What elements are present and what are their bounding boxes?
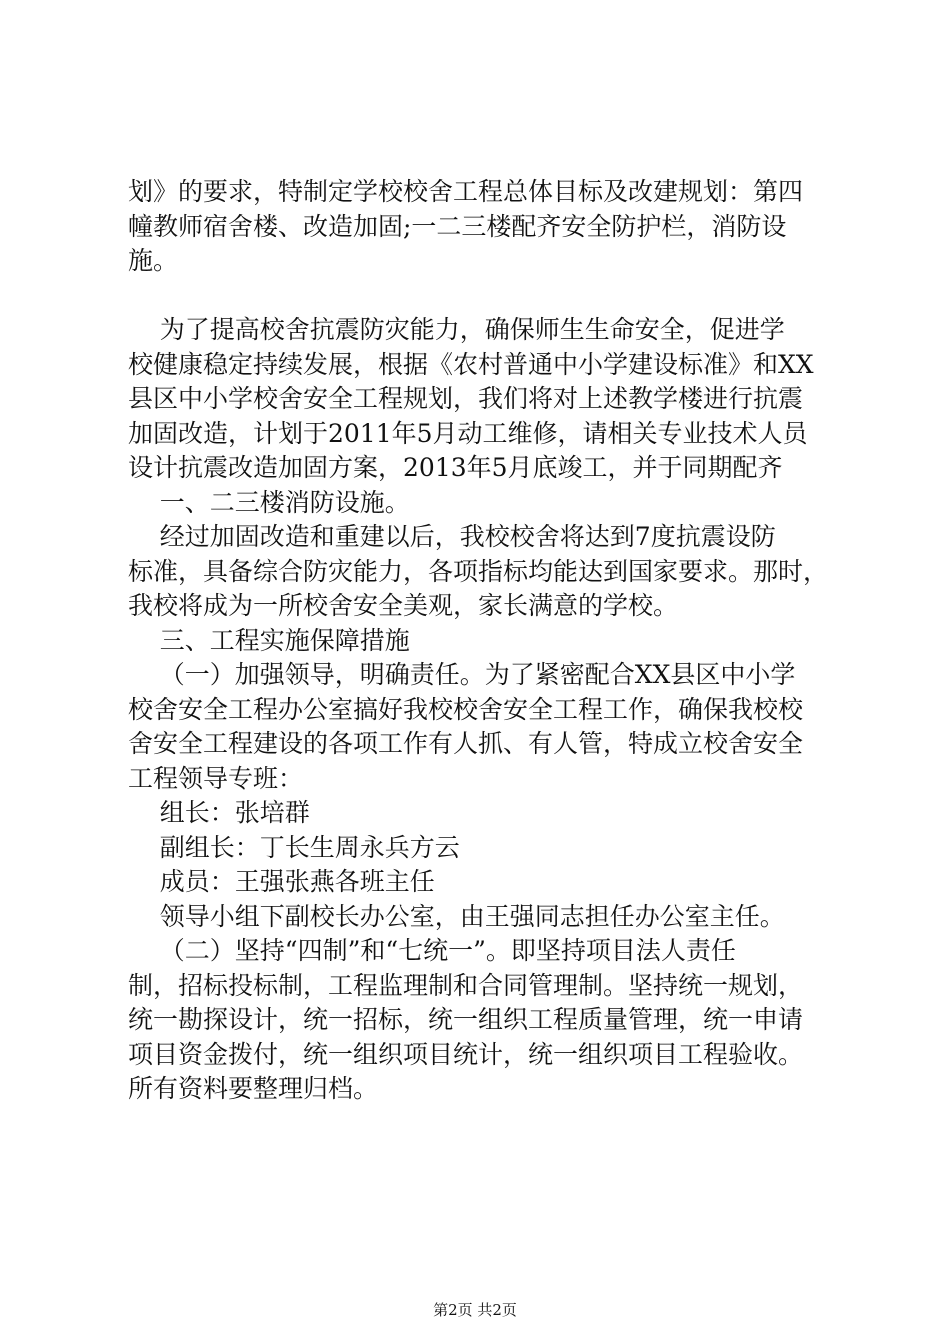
text-line: 为了提高校舍抗震防灾能力，确保师生生命安全，促进学 [128, 315, 785, 344]
text-line: 副组长：丁长生周永兵方云 [128, 832, 460, 862]
text-line: 划》的要求，特制定学校校舍工程总体目标及改建规划：第四 [128, 177, 804, 206]
text-line: 幢教师宿舍楼、改造加固;一二三楼配齐安全防护栏，消防设施。 [128, 211, 787, 275]
text-line: 一、二三楼消防设施。 [128, 487, 410, 517]
text-line: 设计抗震改造加固方案，2013年5月底竣工，并于同期配齐 [128, 453, 783, 482]
text-line: 加固改造，计划于2011年5月动工维修，请相关专业技术人员 [128, 418, 808, 448]
text-line: 校健康稳定持续发展，根据《农村普通中小学建设标准》和XX [128, 349, 814, 379]
page-number: 第2页 共2页 [433, 1301, 517, 1319]
text-line: （二）坚持“四制”和“七统一”。即坚持项目法人责任 [128, 936, 736, 965]
text-line: 所有资料要整理归档。 [128, 1074, 379, 1103]
text-line: 舍安全工程建设的各项工作有人抓、有人管，特成立校舍安全 [128, 729, 804, 758]
text-line: （一）加强领导，明确责任。为了紧密配合XX县区中小学 [128, 660, 796, 689]
text-line: 组长：张培群 [128, 798, 310, 827]
text-line: 统一勘探设计，统一招标，统一组织工程质量管理，统一申请 [128, 1005, 804, 1034]
text-line: 项目资金拨付，统一组织项目统计，统一组织项目工程验收。 [128, 1039, 804, 1069]
text-line: 成员：王强张燕各班主任 [128, 867, 435, 896]
document-body [128, 175, 828, 1107]
text-line: 我校将成为一所校舍安全美观，家长满意的学校。 [128, 591, 679, 620]
text-line: 县区中小学校舍安全工程规划，我们将对上述教学楼进行抗震 [128, 384, 804, 413]
blank-line [128, 279, 828, 314]
text-line: 校舍安全工程办公室搞好我校校舍安全工程工作，确保我校校 [128, 694, 804, 724]
section-heading: 三、工程实施保障措施 [128, 625, 410, 655]
page-footer [0, 1300, 950, 1320]
text-line: 领导小组下副校长办公室，由王强同志担任办公室主任。 [128, 901, 785, 931]
text-line: 经过加固改造和重建以后，我校校舍将达到7度抗震设防 [128, 522, 776, 551]
text-line: 制，招标投标制，工程监理制和合同管理制。坚持统一规划， [128, 970, 804, 1000]
text-line: 标准，具备综合防灾能力，各项指标均能达到国家要求。那时， [128, 556, 829, 586]
text-line: 工程领导专班： [128, 763, 304, 793]
